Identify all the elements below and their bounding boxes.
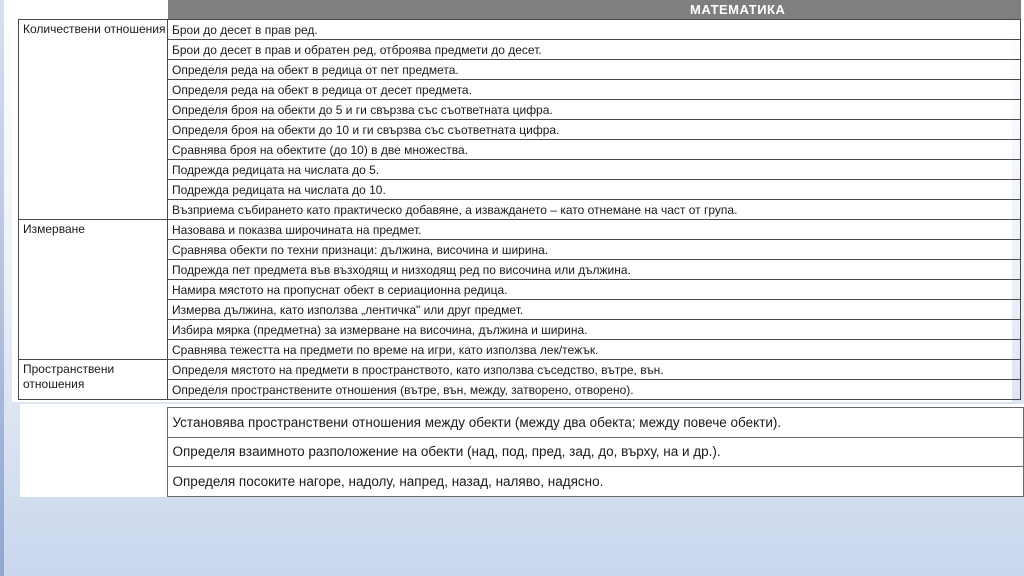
curriculum-table-continued — [20, 407, 1024, 497]
item-cell: Подрежда пет предмета във възходящ и низходящ ред по височина или дължина. — [168, 260, 1021, 280]
item-cell: Определя броя на обекти до 5 и ги свързва със съответната цифра. — [168, 100, 1021, 120]
table-row — [19, 120, 1021, 140]
table-row — [19, 40, 1021, 60]
item-cell: Определя взаимното разположение на обекти (над, под, пред, зад, до, върху, на и др.). — [167, 437, 1024, 467]
table-row — [19, 200, 1021, 220]
item-cell: Определя мястото на предмети в пространството, като използва съседство, вътре, вън. — [168, 360, 1021, 380]
table-row — [19, 360, 1021, 380]
item-cell: Измерва дължина, като използва „лентичка" или друг предмет. — [168, 300, 1021, 320]
item-cell: Сравнява обекти по техни признаци: дължина, височина и ширина. — [168, 240, 1021, 260]
table-row — [19, 380, 1021, 400]
item-cell: Установява пространствени отношения между обекти (между два обекта; между повече обекти). — [167, 408, 1024, 438]
empty-category-cell — [20, 408, 167, 497]
table-row — [19, 240, 1021, 260]
slide-accent-bar — [0, 0, 4, 576]
subject-header — [168, 0, 1021, 19]
item-cell: Брои до десет в прав ред. — [168, 20, 1021, 40]
table-row — [19, 260, 1021, 280]
item-cell: Намира мястото на пропуснат обект в сериационна редица. — [168, 280, 1021, 300]
item-cell: Подрежда редицата на числата до 10. — [168, 180, 1021, 200]
table-row — [19, 180, 1021, 200]
item-cell: Възприема събирането като практическо добавяне, а изваждането – като отнемане на част от група. — [168, 200, 1021, 220]
item-cell: Подрежда редицата на числата до 5. — [168, 160, 1021, 180]
table-row — [20, 437, 1024, 467]
item-cell: Определя реда на обект в редица от пет предмета. — [168, 60, 1021, 80]
table-row — [19, 80, 1021, 100]
item-cell: Брои до десет в прав и обратен ред, отброява предмети до десет. — [168, 40, 1021, 60]
table-row — [19, 340, 1021, 360]
table-row — [19, 320, 1021, 340]
document-scan-lower — [20, 404, 1024, 497]
item-cell: Сравнява тежестта на предмети по време на игри, като използва лек/тежък. — [168, 340, 1021, 360]
category-cell: Измерване — [19, 220, 168, 360]
item-cell: Определя реда на обект в редица от десет предмета. — [168, 80, 1021, 100]
table-row — [19, 140, 1021, 160]
item-cell: Сравнява броя на обектите (до 10) в две множества. — [168, 140, 1021, 160]
item-cell: Избира мярка (предметна) за измерване на височина, дължина и ширина. — [168, 320, 1021, 340]
table-row — [19, 160, 1021, 180]
item-cell: Назовава и показва широчината на предмет. — [168, 220, 1021, 240]
item-cell: Определя броя на обекти до 10 и ги свързва със съответната цифра. — [168, 120, 1021, 140]
document-scan-upper — [12, 0, 1012, 402]
table-row — [19, 280, 1021, 300]
curriculum-table — [18, 19, 1021, 400]
table-row — [20, 467, 1024, 497]
table-row — [19, 60, 1021, 80]
category-cell: Количествени отношения — [19, 20, 168, 220]
table-row — [20, 408, 1024, 438]
item-cell: Определя посоките нагоре, надолу, напред, назад, наляво, надясно. — [167, 467, 1024, 497]
table-row — [19, 20, 1021, 40]
table-row — [19, 220, 1021, 240]
item-cell: Определя пространствените отношения (вътре, вън, между, затворено, отворено). — [168, 380, 1021, 400]
table-row — [19, 100, 1021, 120]
table-row — [19, 300, 1021, 320]
subject-title: МАТЕМАТИКА — [690, 2, 786, 17]
category-cell: Пространствени отношения — [19, 360, 168, 400]
